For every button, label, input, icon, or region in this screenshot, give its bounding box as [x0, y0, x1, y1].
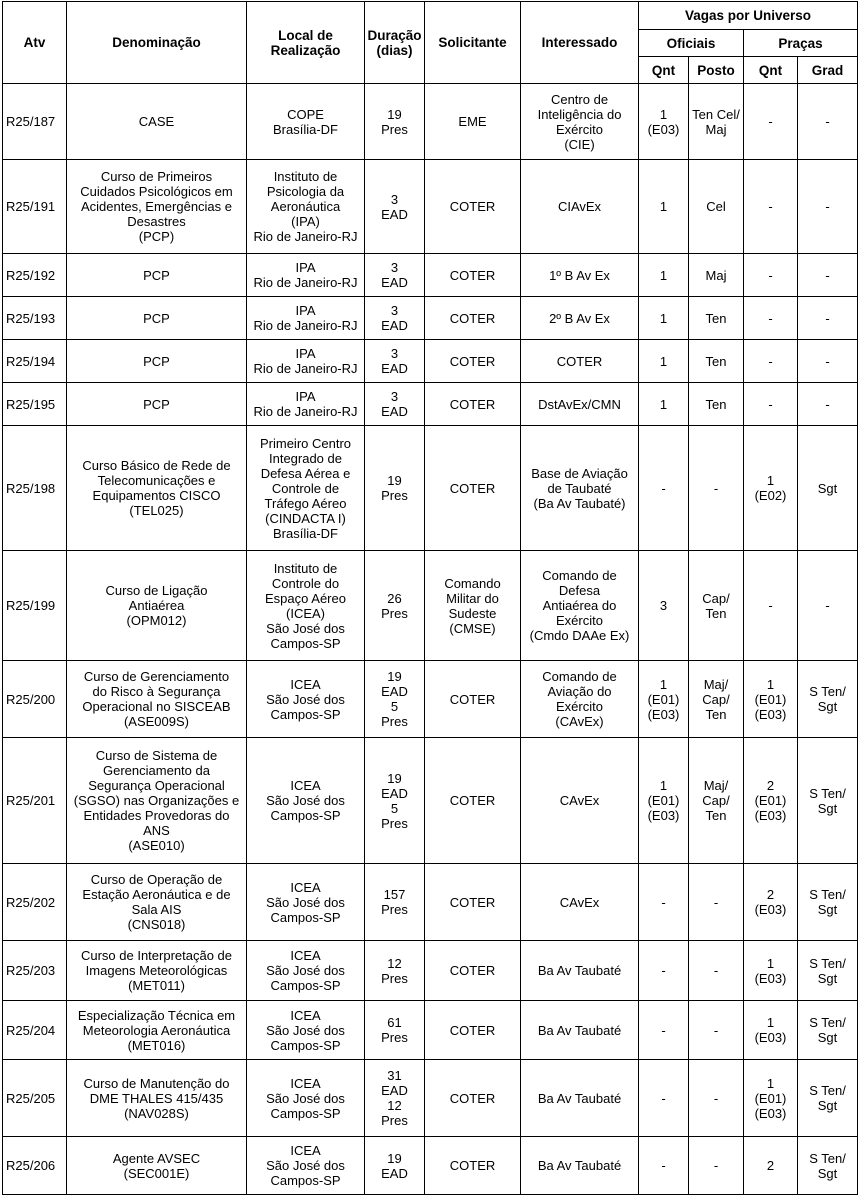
denominacao-cell: Curso Básico de Rede de Telecomunicações e Equipamentos CISCO (TEL025)	[67, 426, 247, 551]
header-duracao: Duração (dias)	[365, 2, 425, 84]
table-row	[3, 426, 858, 551]
posto-cell: Ten	[689, 383, 744, 426]
posto-cell: Maj/ Cap/ Ten	[689, 738, 744, 864]
denominacao-cell: Especialização Técnica em Meteorologia Aeronáutica (MET016)	[67, 1001, 247, 1060]
local-cell: IPA Rio de Janeiro-RJ	[247, 297, 365, 340]
qnt-oficiais-cell: 1	[639, 254, 689, 297]
posto-cell: -	[689, 864, 744, 941]
interessado-cell: Comando de Defesa Antiaérea do Exército (Cmdo DAAe Ex)	[521, 551, 639, 661]
atv-cell: R25/201	[3, 738, 67, 864]
denominacao-cell: Curso de Operação de Estação Aeronáutica e de Sala AIS (CNS018)	[67, 864, 247, 941]
local-cell: Instituto de Controle do Espaço Aéreo (ICEA) São José dos Campos-SP	[247, 551, 365, 661]
local-cell: ICEA São José dos Campos-SP	[247, 1060, 365, 1137]
local-cell: ICEA São José dos Campos-SP	[247, 941, 365, 1001]
interessado-cell: Base de Aviação de Taubaté (Ba Av Taubaté)	[521, 426, 639, 551]
table-row	[3, 864, 858, 941]
table-row	[3, 84, 858, 160]
denominacao-cell: Curso de Ligação Antiaérea (OPM012)	[67, 551, 247, 661]
table-row	[3, 340, 858, 383]
duracao-cell: 61 Pres	[365, 1001, 425, 1060]
solicitante-cell: COTER	[425, 1060, 521, 1137]
posto-cell: Maj	[689, 254, 744, 297]
table-row	[3, 1137, 858, 1195]
atv-cell: R25/194	[3, 340, 67, 383]
qnt-oficiais-cell: -	[639, 1060, 689, 1137]
qnt-oficiais-cell: -	[639, 426, 689, 551]
posto-cell: Ten	[689, 340, 744, 383]
posto-cell: Ten Cel/ Maj	[689, 84, 744, 160]
solicitante-cell: EME	[425, 84, 521, 160]
posto-cell: -	[689, 1137, 744, 1195]
solicitante-cell: COTER	[425, 254, 521, 297]
denominacao-cell: PCP	[67, 383, 247, 426]
local-cell: Instituto de Psicologia da Aeronáutica (IPA) Rio de Janeiro-RJ	[247, 160, 365, 254]
header-solicitante: Solicitante	[425, 2, 521, 84]
interessado-cell: 1º B Av Ex	[521, 254, 639, 297]
denominacao-cell: Agente AVSEC (SEC001E)	[67, 1137, 247, 1195]
header-local: Local de Realização	[247, 2, 365, 84]
denominacao-cell: Curso de Gerenciamento do Risco à Segurança Operacional no SISCEAB (ASE009S)	[67, 661, 247, 738]
local-cell: IPA Rio de Janeiro-RJ	[247, 340, 365, 383]
denominacao-cell: PCP	[67, 297, 247, 340]
grad-cell: -	[798, 84, 858, 160]
grad-cell: S Ten/ Sgt	[798, 1001, 858, 1060]
local-cell: Primeiro Centro Integrado de Defesa Aérea e Controle de Tráfego Aéreo (CINDACTA I) Brasília-DF	[247, 426, 365, 551]
header-atv: Atv	[3, 2, 67, 84]
duracao-cell: 3 EAD	[365, 383, 425, 426]
posto-cell: Ten	[689, 297, 744, 340]
atv-cell: R25/199	[3, 551, 67, 661]
atv-cell: R25/198	[3, 426, 67, 551]
table-row	[3, 941, 858, 1001]
qnt-oficiais-cell: -	[639, 1001, 689, 1060]
grad-cell: S Ten/ Sgt	[798, 1137, 858, 1195]
duracao-cell: 31 EAD 12 Pres	[365, 1060, 425, 1137]
header-grad: Grad	[798, 57, 858, 84]
qnt-oficiais-cell: -	[639, 864, 689, 941]
atv-cell: R25/204	[3, 1001, 67, 1060]
table-row	[3, 297, 858, 340]
table-row	[3, 661, 858, 738]
qnt-oficiais-cell: 1 (E01) (E03)	[639, 738, 689, 864]
qnt-pracas-cell: 1 (E03)	[744, 1001, 798, 1060]
qnt-pracas-cell: -	[744, 340, 798, 383]
header-oficiais: Oficiais	[639, 30, 744, 57]
interessado-cell: Centro de Inteligência do Exército (CIE)	[521, 84, 639, 160]
solicitante-cell: COTER	[425, 426, 521, 551]
duracao-cell: 3 EAD	[365, 340, 425, 383]
qnt-pracas-cell: 1 (E03)	[744, 941, 798, 1001]
table-header	[3, 2, 858, 84]
interessado-cell: Ba Av Taubaté	[521, 1001, 639, 1060]
qnt-pracas-cell: 2	[744, 1137, 798, 1195]
atv-cell: R25/187	[3, 84, 67, 160]
qnt-oficiais-cell: 1	[639, 160, 689, 254]
qnt-pracas-cell: -	[744, 84, 798, 160]
qnt-oficiais-cell: 1 (E01) (E03)	[639, 661, 689, 738]
header-denominacao: Denominação	[67, 2, 247, 84]
header-interessado: Interessado	[521, 2, 639, 84]
table-row	[3, 738, 858, 864]
denominacao-cell: Curso de Interpretação de Imagens Meteorológicas (MET011)	[67, 941, 247, 1001]
grad-cell: -	[798, 254, 858, 297]
atv-cell: R25/193	[3, 297, 67, 340]
table-body	[3, 84, 858, 1195]
grad-cell: -	[798, 160, 858, 254]
qnt-oficiais-cell: 3	[639, 551, 689, 661]
table-row	[3, 383, 858, 426]
duracao-cell: 3 EAD	[365, 297, 425, 340]
local-cell: ICEA São José dos Campos-SP	[247, 864, 365, 941]
header-posto: Posto	[689, 57, 744, 84]
solicitante-cell: COTER	[425, 1001, 521, 1060]
duracao-cell: 3 EAD	[365, 160, 425, 254]
qnt-pracas-cell: -	[744, 160, 798, 254]
solicitante-cell: COTER	[425, 941, 521, 1001]
duracao-cell: 26 Pres	[365, 551, 425, 661]
atv-cell: R25/200	[3, 661, 67, 738]
grad-cell: -	[798, 340, 858, 383]
local-cell: IPA Rio de Janeiro-RJ	[247, 254, 365, 297]
interessado-cell: CIAvEx	[521, 160, 639, 254]
denominacao-cell: Curso de Sistema de Gerenciamento da Segurança Operacional (SGSO) nas Organizações e Entidades Provedoras do ANS (ASE010)	[67, 738, 247, 864]
duracao-cell: 12 Pres	[365, 941, 425, 1001]
header-qnt-pracas: Qnt	[744, 57, 798, 84]
interessado-cell: CAvEx	[521, 864, 639, 941]
grad-cell: S Ten/ Sgt	[798, 941, 858, 1001]
qnt-pracas-cell: 1 (E01) (E03)	[744, 1060, 798, 1137]
table-row	[3, 254, 858, 297]
qnt-pracas-cell: -	[744, 383, 798, 426]
qnt-oficiais-cell: -	[639, 1137, 689, 1195]
qnt-pracas-cell: -	[744, 551, 798, 661]
qnt-pracas-cell: 1 (E02)	[744, 426, 798, 551]
local-cell: IPA Rio de Janeiro-RJ	[247, 383, 365, 426]
denominacao-cell: PCP	[67, 254, 247, 297]
interessado-cell: CAvEx	[521, 738, 639, 864]
denominacao-cell: Curso de Manutenção do DME THALES 415/435 (NAV028S)	[67, 1060, 247, 1137]
table-row	[3, 1060, 858, 1137]
qnt-oficiais-cell: 1	[639, 340, 689, 383]
solicitante-cell: COTER	[425, 340, 521, 383]
qnt-oficiais-cell: 1 (E03)	[639, 84, 689, 160]
grad-cell: S Ten/ Sgt	[798, 1060, 858, 1137]
atv-cell: R25/205	[3, 1060, 67, 1137]
duracao-cell: 19 EAD 5 Pres	[365, 661, 425, 738]
atv-cell: R25/192	[3, 254, 67, 297]
table-row	[3, 551, 858, 661]
local-cell: ICEA São José dos Campos-SP	[247, 1137, 365, 1195]
interessado-cell: COTER	[521, 340, 639, 383]
grad-cell: Sgt	[798, 426, 858, 551]
interessado-cell: 2º B Av Ex	[521, 297, 639, 340]
solicitante-cell: COTER	[425, 864, 521, 941]
solicitante-cell: COTER	[425, 661, 521, 738]
courses-table	[2, 1, 858, 1195]
qnt-pracas-cell: -	[744, 254, 798, 297]
duracao-cell: 19 Pres	[365, 426, 425, 551]
local-cell: COPE Brasília-DF	[247, 84, 365, 160]
qnt-pracas-cell: 2 (E03)	[744, 864, 798, 941]
duracao-cell: 19 Pres	[365, 84, 425, 160]
interessado-cell: Ba Av Taubaté	[521, 941, 639, 1001]
solicitante-cell: COTER	[425, 1137, 521, 1195]
posto-cell: Cap/ Ten	[689, 551, 744, 661]
qnt-oficiais-cell: 1	[639, 383, 689, 426]
atv-cell: R25/202	[3, 864, 67, 941]
posto-cell: -	[689, 1060, 744, 1137]
grad-cell: S Ten/ Sgt	[798, 661, 858, 738]
grad-cell: -	[798, 551, 858, 661]
local-cell: ICEA São José dos Campos-SP	[247, 661, 365, 738]
grad-cell: -	[798, 297, 858, 340]
solicitante-cell: Comando Militar do Sudeste (CMSE)	[425, 551, 521, 661]
duracao-cell: 157 Pres	[365, 864, 425, 941]
interessado-cell: Comando de Aviação do Exército (CAvEx)	[521, 661, 639, 738]
atv-cell: R25/195	[3, 383, 67, 426]
local-cell: ICEA São José dos Campos-SP	[247, 1001, 365, 1060]
solicitante-cell: COTER	[425, 738, 521, 864]
posto-cell: -	[689, 1001, 744, 1060]
header-pracas: Praças	[744, 30, 858, 57]
qnt-pracas-cell: 2 (E01) (E03)	[744, 738, 798, 864]
header-vagas: Vagas por Universo	[639, 2, 858, 30]
interessado-cell: Ba Av Taubaté	[521, 1060, 639, 1137]
qnt-oficiais-cell: -	[639, 941, 689, 1001]
atv-cell: R25/203	[3, 941, 67, 1001]
atv-cell: R25/206	[3, 1137, 67, 1195]
duracao-cell: 19 EAD 5 Pres	[365, 738, 425, 864]
duracao-cell: 19 EAD	[365, 1137, 425, 1195]
grad-cell: -	[798, 383, 858, 426]
interessado-cell: DstAvEx/CMN	[521, 383, 639, 426]
qnt-pracas-cell: 1 (E01) (E03)	[744, 661, 798, 738]
grad-cell: S Ten/ Sgt	[798, 864, 858, 941]
posto-cell: Cel	[689, 160, 744, 254]
table-row	[3, 1001, 858, 1060]
header-qnt-oficiais: Qnt	[639, 57, 689, 84]
posto-cell: Maj/ Cap/ Ten	[689, 661, 744, 738]
posto-cell: -	[689, 426, 744, 551]
denominacao-cell: Curso de Primeiros Cuidados Psicológicos em Acidentes, Emergências e Desastres (PCP)	[67, 160, 247, 254]
solicitante-cell: COTER	[425, 383, 521, 426]
duracao-cell: 3 EAD	[365, 254, 425, 297]
local-cell: ICEA São José dos Campos-SP	[247, 738, 365, 864]
table-row	[3, 160, 858, 254]
qnt-oficiais-cell: 1	[639, 297, 689, 340]
atv-cell: R25/191	[3, 160, 67, 254]
grad-cell: S Ten/ Sgt	[798, 738, 858, 864]
denominacao-cell: CASE	[67, 84, 247, 160]
solicitante-cell: COTER	[425, 160, 521, 254]
qnt-pracas-cell: -	[744, 297, 798, 340]
interessado-cell: Ba Av Taubaté	[521, 1137, 639, 1195]
solicitante-cell: COTER	[425, 297, 521, 340]
posto-cell: -	[689, 941, 744, 1001]
denominacao-cell: PCP	[67, 340, 247, 383]
